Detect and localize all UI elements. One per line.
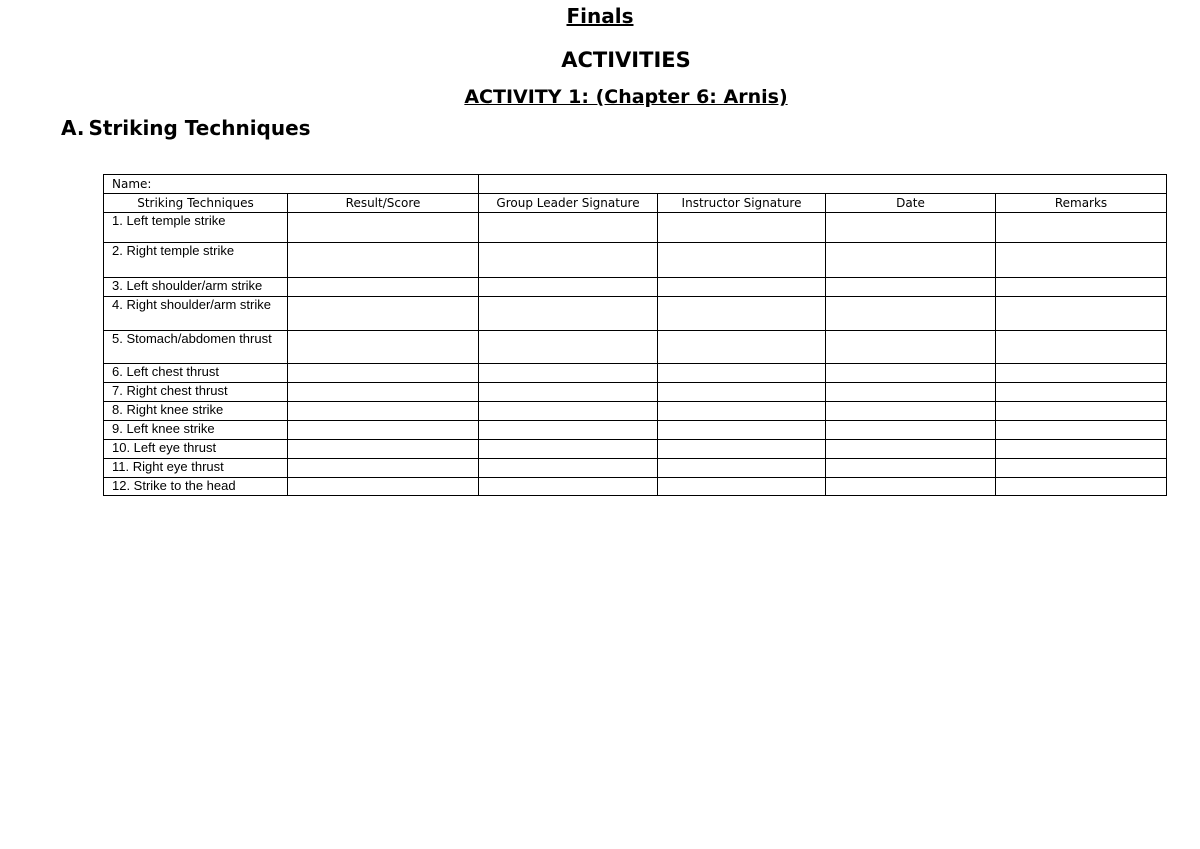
group-leader-signature-cell[interactable] bbox=[479, 402, 658, 421]
instructor-signature-cell[interactable] bbox=[658, 278, 826, 297]
group-leader-signature-cell[interactable] bbox=[479, 213, 658, 243]
instructor-signature-cell[interactable] bbox=[658, 364, 826, 383]
name-label-cell bbox=[104, 175, 479, 194]
group-leader-signature-cell[interactable] bbox=[479, 459, 658, 478]
instructor-signature-cell[interactable] bbox=[658, 383, 826, 402]
instructor-signature-cell[interactable] bbox=[658, 459, 826, 478]
technique-cell: 11. Right eye thrust bbox=[104, 459, 288, 478]
technique-cell: 12. Strike to the head bbox=[104, 478, 288, 496]
remarks-cell[interactable] bbox=[996, 297, 1167, 331]
column-header-result: Result/Score bbox=[288, 194, 479, 213]
remarks-cell[interactable] bbox=[996, 440, 1167, 459]
technique-cell: 9. Left knee strike bbox=[104, 421, 288, 440]
table-row bbox=[104, 478, 1167, 496]
table-row bbox=[104, 459, 1167, 478]
column-header-date: Date bbox=[826, 194, 996, 213]
result-cell[interactable] bbox=[288, 331, 479, 364]
date-cell[interactable] bbox=[826, 383, 996, 402]
remarks-cell[interactable] bbox=[996, 331, 1167, 364]
remarks-cell[interactable] bbox=[996, 243, 1167, 278]
column-header-remarks: Remarks bbox=[996, 194, 1167, 213]
group-leader-signature-cell[interactable] bbox=[479, 440, 658, 459]
group-leader-signature-cell[interactable] bbox=[479, 478, 658, 496]
instructor-signature-cell[interactable] bbox=[658, 440, 826, 459]
table-row bbox=[104, 213, 1167, 243]
column-header-instructor: Instructor Signature bbox=[658, 194, 826, 213]
group-leader-signature-cell[interactable] bbox=[479, 421, 658, 440]
date-cell[interactable] bbox=[826, 478, 996, 496]
group-leader-signature-cell[interactable] bbox=[479, 243, 658, 278]
group-leader-signature-cell[interactable] bbox=[479, 297, 658, 331]
remarks-cell[interactable] bbox=[996, 421, 1167, 440]
date-cell[interactable] bbox=[826, 421, 996, 440]
table-row bbox=[104, 243, 1167, 278]
table-row bbox=[104, 364, 1167, 383]
result-cell[interactable] bbox=[288, 402, 479, 421]
instructor-signature-cell[interactable] bbox=[658, 478, 826, 496]
instructor-signature-cell[interactable] bbox=[658, 213, 826, 243]
section-title: Striking Techniques bbox=[88, 116, 311, 140]
group-leader-signature-cell[interactable] bbox=[479, 331, 658, 364]
remarks-cell[interactable] bbox=[996, 213, 1167, 243]
result-cell[interactable] bbox=[288, 243, 479, 278]
date-cell[interactable] bbox=[826, 213, 996, 243]
result-cell[interactable] bbox=[288, 383, 479, 402]
result-cell[interactable] bbox=[288, 213, 479, 243]
result-cell[interactable] bbox=[288, 278, 479, 297]
instructor-signature-cell[interactable] bbox=[658, 421, 826, 440]
table-row bbox=[104, 297, 1167, 331]
table-row bbox=[104, 402, 1167, 421]
remarks-cell[interactable] bbox=[996, 364, 1167, 383]
date-cell[interactable] bbox=[826, 278, 996, 297]
table-row bbox=[104, 440, 1167, 459]
remarks-cell[interactable] bbox=[996, 402, 1167, 421]
table-row bbox=[104, 331, 1167, 364]
technique-cell: 2. Right temple strike bbox=[104, 243, 288, 278]
remarks-cell[interactable] bbox=[996, 278, 1167, 297]
header-row bbox=[104, 194, 1167, 213]
section-heading bbox=[61, 115, 311, 141]
result-cell[interactable] bbox=[288, 459, 479, 478]
name-row bbox=[104, 175, 1167, 194]
technique-cell: 7. Right chest thrust bbox=[104, 383, 288, 402]
section-prefix: A. bbox=[61, 116, 85, 140]
document-title: Finals bbox=[566, 4, 634, 28]
remarks-cell[interactable] bbox=[996, 459, 1167, 478]
instructor-signature-cell[interactable] bbox=[658, 243, 826, 278]
name-label: Name: bbox=[112, 177, 152, 191]
activity-title: ACTIVITY 1: (Chapter 6: Arnis) bbox=[464, 86, 788, 108]
date-cell[interactable] bbox=[826, 440, 996, 459]
group-leader-signature-cell[interactable] bbox=[479, 364, 658, 383]
date-cell[interactable] bbox=[826, 331, 996, 364]
date-cell[interactable] bbox=[826, 459, 996, 478]
technique-cell: 4. Right shoulder/arm strike bbox=[104, 297, 288, 331]
table-row bbox=[104, 383, 1167, 402]
instructor-signature-cell[interactable] bbox=[658, 331, 826, 364]
result-cell[interactable] bbox=[288, 440, 479, 459]
activities-heading: ACTIVITIES bbox=[561, 48, 691, 72]
group-leader-signature-cell[interactable] bbox=[479, 278, 658, 297]
date-cell[interactable] bbox=[826, 402, 996, 421]
technique-cell: 8. Right knee strike bbox=[104, 402, 288, 421]
column-header-technique: Striking Techniques bbox=[104, 194, 288, 213]
technique-cell: 6. Left chest thrust bbox=[104, 364, 288, 383]
date-cell[interactable] bbox=[826, 364, 996, 383]
result-cell[interactable] bbox=[288, 364, 479, 383]
group-leader-signature-cell[interactable] bbox=[479, 383, 658, 402]
technique-cell: 5. Stomach/abdomen thrust bbox=[104, 331, 288, 364]
column-header-group-leader: Group Leader Signature bbox=[479, 194, 658, 213]
technique-cell: 3. Left shoulder/arm strike bbox=[104, 278, 288, 297]
table-row bbox=[104, 421, 1167, 440]
instructor-signature-cell[interactable] bbox=[658, 402, 826, 421]
result-cell[interactable] bbox=[288, 297, 479, 331]
result-cell[interactable] bbox=[288, 421, 479, 440]
instructor-signature-cell[interactable] bbox=[658, 297, 826, 331]
activity-table bbox=[103, 174, 1167, 496]
date-cell[interactable] bbox=[826, 243, 996, 278]
remarks-cell[interactable] bbox=[996, 478, 1167, 496]
result-cell[interactable] bbox=[288, 478, 479, 496]
date-cell[interactable] bbox=[826, 297, 996, 331]
name-value-cell[interactable] bbox=[479, 175, 1167, 194]
remarks-cell[interactable] bbox=[996, 383, 1167, 402]
technique-cell: 1. Left temple strike bbox=[104, 213, 288, 243]
technique-cell: 10. Left eye thrust bbox=[104, 440, 288, 459]
table-row bbox=[104, 278, 1167, 297]
